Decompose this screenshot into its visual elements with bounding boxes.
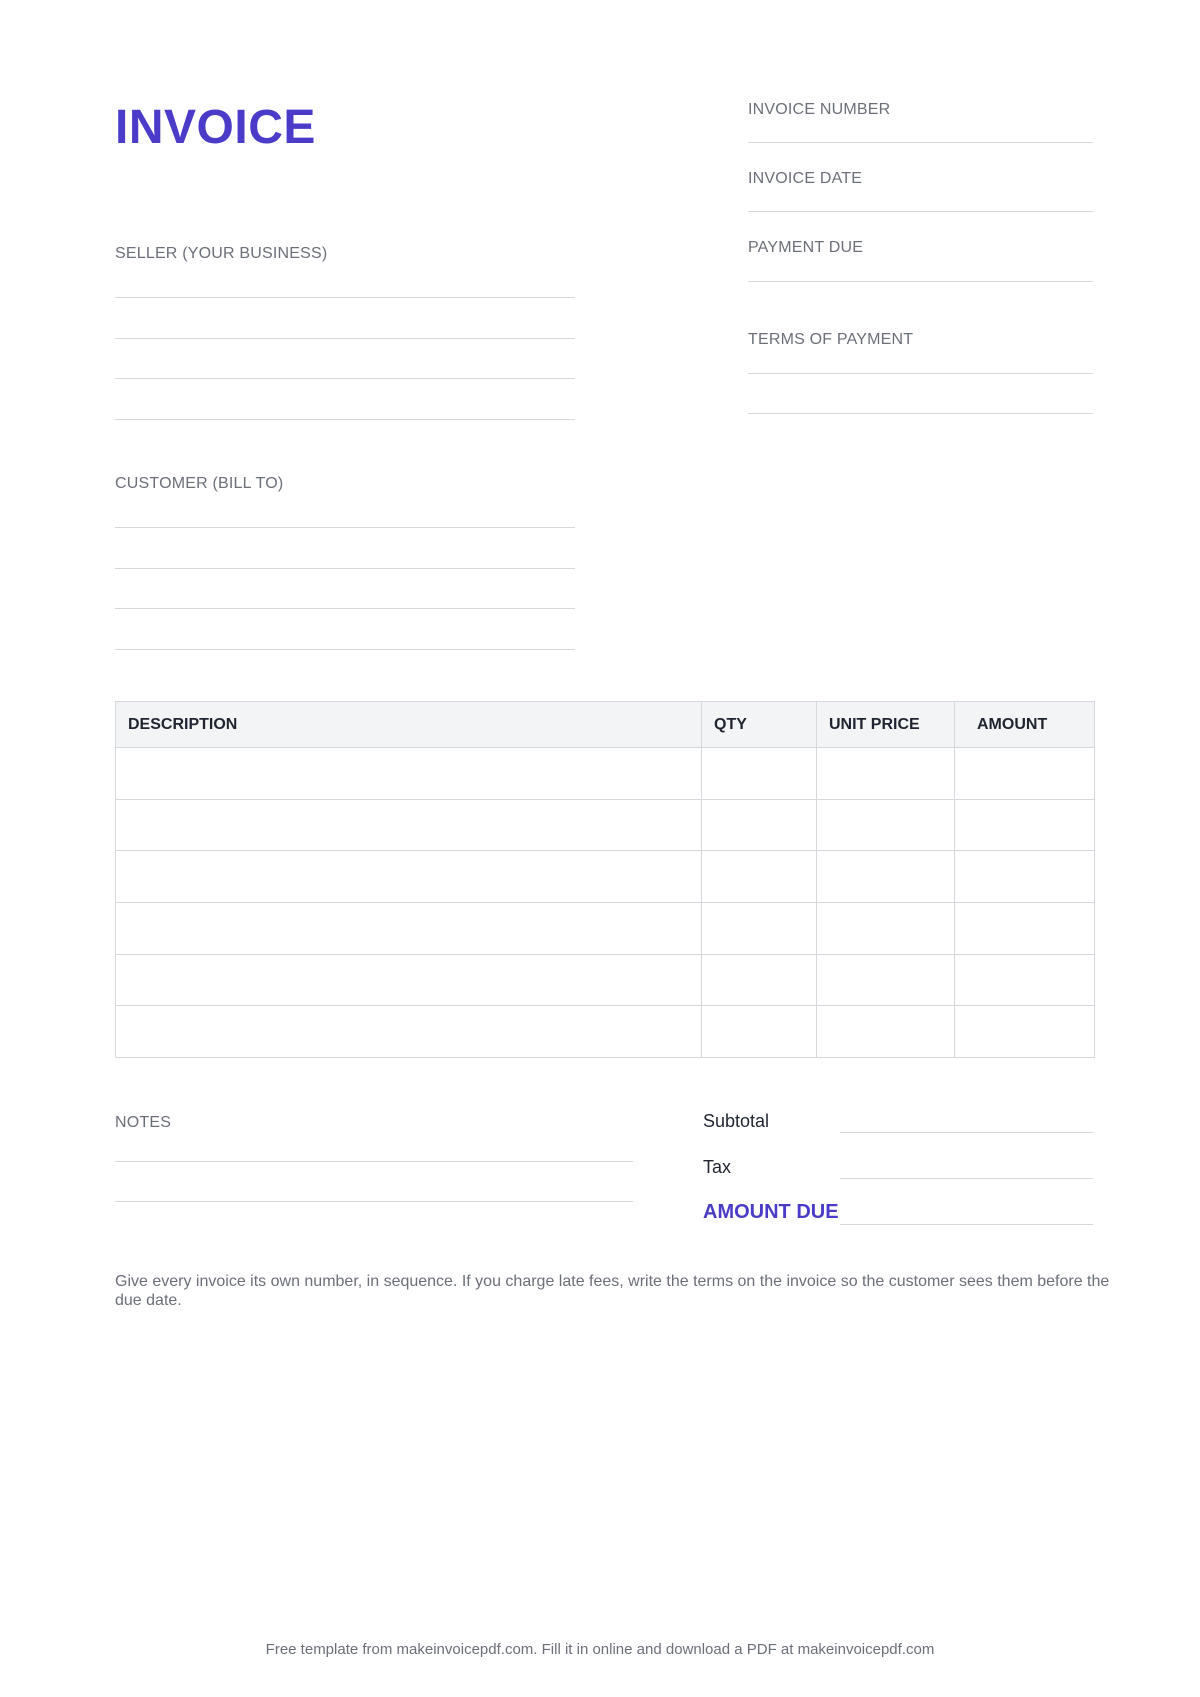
- tax-field[interactable]: [840, 1178, 1093, 1179]
- column-header-qty: QTY: [702, 702, 817, 748]
- subtotal-field[interactable]: [840, 1132, 1093, 1133]
- customer-label: CUSTOMER (BILL TO): [115, 475, 284, 492]
- description-cell[interactable]: [116, 902, 702, 954]
- qty-cell[interactable]: [702, 1006, 817, 1058]
- table-row: [116, 799, 1095, 851]
- table-row: [116, 954, 1095, 1006]
- qty-cell[interactable]: [702, 799, 817, 851]
- column-header-amount: AMOUNT: [955, 702, 1095, 748]
- amount-due-label: AMOUNT DUE: [703, 1201, 839, 1223]
- amount-cell[interactable]: [955, 851, 1095, 903]
- unit-price-cell[interactable]: [817, 954, 955, 1006]
- description-cell[interactable]: [116, 954, 702, 1006]
- unit-price-cell[interactable]: [817, 799, 955, 851]
- description-cell[interactable]: [116, 748, 702, 800]
- qty-cell[interactable]: [702, 902, 817, 954]
- amount-cell[interactable]: [955, 902, 1095, 954]
- table-row: [116, 748, 1095, 800]
- description-cell[interactable]: [116, 1006, 702, 1058]
- tax-label: Tax: [703, 1157, 732, 1177]
- unit-price-cell[interactable]: [817, 902, 955, 954]
- table-header-row: [116, 702, 1095, 748]
- payment-due-label: PAYMENT DUE: [748, 239, 864, 256]
- seller-label: SELLER (YOUR BUSINESS): [115, 245, 328, 262]
- seller-field-line-2[interactable]: [115, 338, 575, 339]
- customer-field-line-3[interactable]: [115, 608, 575, 609]
- terms-of-payment-field-line-2[interactable]: [748, 413, 1093, 414]
- column-header-unit-price: UNIT PRICE: [817, 702, 955, 748]
- notes-field-line-2[interactable]: [115, 1201, 633, 1202]
- table-row: [116, 1006, 1095, 1058]
- column-header-description: DESCRIPTION: [116, 702, 702, 748]
- invoice-number-label: INVOICE NUMBER: [748, 101, 891, 118]
- description-cell[interactable]: [116, 799, 702, 851]
- customer-field-line-1[interactable]: [115, 527, 575, 528]
- table-row: [116, 902, 1095, 954]
- unit-price-cell[interactable]: [817, 851, 955, 903]
- customer-field-line-4[interactable]: [115, 649, 575, 650]
- amount-due-field[interactable]: [840, 1224, 1093, 1225]
- seller-field-line-3[interactable]: [115, 378, 575, 379]
- amount-cell[interactable]: [955, 748, 1095, 800]
- seller-field-line-1[interactable]: [115, 297, 575, 298]
- amount-cell[interactable]: [955, 954, 1095, 1006]
- qty-cell[interactable]: [702, 748, 817, 800]
- terms-of-payment-field-line-1[interactable]: [748, 373, 1093, 374]
- qty-cell[interactable]: [702, 954, 817, 1006]
- invoice-tip-text: Give every invoice its own number, in sequence. If you charge late fees, write the terms on the invoice so the customer sees them before the due date.: [115, 1273, 1110, 1309]
- invoice-date-label: INVOICE DATE: [748, 170, 863, 187]
- invoice-title: INVOICE: [115, 101, 316, 154]
- customer-field-line-2[interactable]: [115, 568, 575, 569]
- description-cell[interactable]: [116, 851, 702, 903]
- terms-of-payment-label: TERMS OF PAYMENT: [748, 331, 914, 348]
- unit-price-cell[interactable]: [817, 1006, 955, 1058]
- invoice-number-field[interactable]: [748, 142, 1093, 143]
- amount-cell[interactable]: [955, 799, 1095, 851]
- table-row: [116, 851, 1095, 903]
- line-items-table: [115, 701, 1095, 1058]
- payment-due-field[interactable]: [748, 281, 1093, 282]
- qty-cell[interactable]: [702, 851, 817, 903]
- seller-field-line-4[interactable]: [115, 419, 575, 420]
- notes-label: NOTES: [115, 1114, 172, 1131]
- invoice-date-field[interactable]: [748, 211, 1093, 212]
- notes-field-line-1[interactable]: [115, 1161, 633, 1162]
- unit-price-cell[interactable]: [817, 748, 955, 800]
- footer-text: Free template from makeinvoicepdf.com. Fill it in online and download a PDF at makeinvoicepdf.com: [265, 1641, 935, 1658]
- amount-cell[interactable]: [955, 1006, 1095, 1058]
- subtotal-label: Subtotal: [703, 1111, 770, 1131]
